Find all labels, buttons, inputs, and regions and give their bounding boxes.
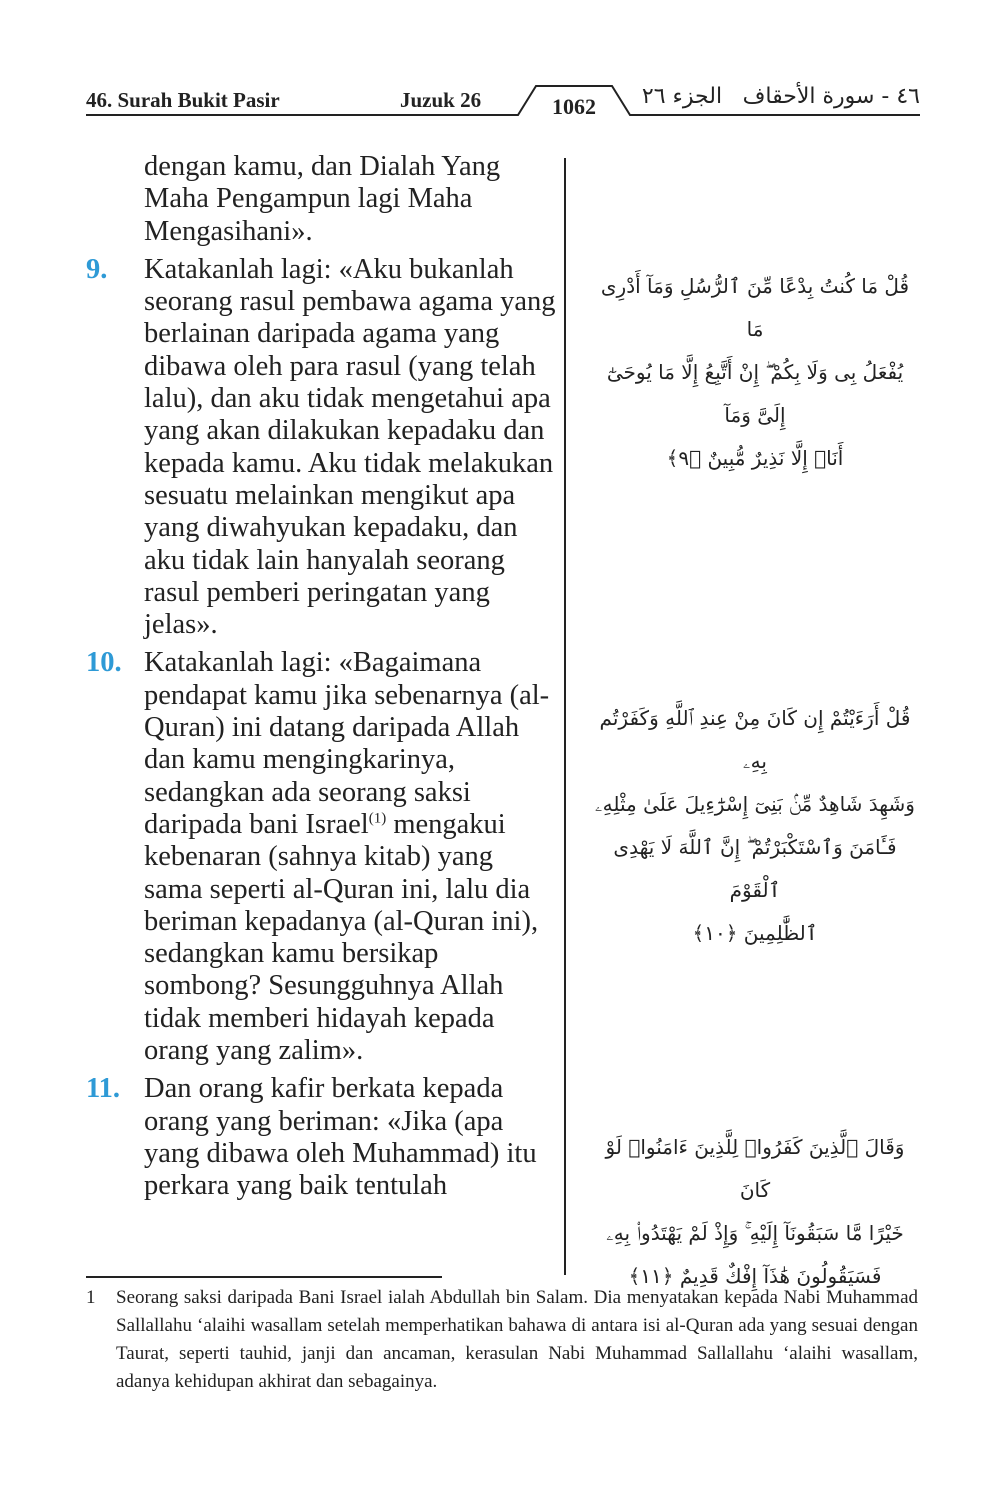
arabic-line: فَـَٔامَنَ وَٱسْتَكْبَرْتُمْ ۖ إِنَّ ٱللَّهَ لَا يَهْدِى ٱلْقَوْمَ xyxy=(613,835,897,902)
verse-11 xyxy=(86,1073,556,1202)
surah-title-latin: 46. Surah Bukit Pasir xyxy=(86,88,280,112)
verse-9 xyxy=(86,254,556,642)
footnote-rule xyxy=(86,1276,442,1278)
arabic-line: وَقَالَ ٱلَّذِينَ كَفَرُوا۟ لِلَّذِينَ ءَامَنُوا۟ لَوْ كَانَ xyxy=(605,1135,905,1202)
verse-text-part-2: mengakui kebenaran (sahnya kitab) yang sama seperti al-Quran ini, lalu dia beriman kepadanya (al-Quran ini), sedangkan kamu bersikap sombong? Sesungguhnya Allah tidak memberi hidayah kepada orang yang zalim». xyxy=(144,808,539,1067)
arabic-line: وَشَهِدَ شَاهِدٌ مِّنۢ بَنِىٓ إِسْرَٰٓءِيلَ عَلَىٰ مِثْلِهِۦ xyxy=(595,792,915,816)
footnote-text: Seorang saksi daripada Bani Israel ialah Abdullah bin Salam. Dia menyatakan kepada Nabi Muhammad Sallallahu ‘alaihi wasallam setelah memperhatikan bahawa di antara isi al-Quran ada yang sesuai dengan Taurat, seperti tauhid, janji dan ancaman, kerasulan Nabi Muhammad Sallallahu ‘alaihi wasallam, adanya kehidupan akhirat dan sebagainya. xyxy=(116,1287,918,1392)
footnote xyxy=(86,1284,918,1396)
verse-10 xyxy=(86,647,556,1067)
arabic-line: يُفْعَلُ بِى وَلَا بِكُمْ ۖ إِنْ أَتَّبِعُ إِلَّا مَا يُوحَىٰٓ إِلَىَّ وَمَآ xyxy=(606,360,904,427)
arabic-line: قُلْ مَا كُنتُ بِدْعًا مِّنَ ٱلرُّسُلِ وَمَآ أَدْرِى مَا xyxy=(600,274,910,341)
verse-number: 9. xyxy=(86,253,108,285)
verse-number: 10. xyxy=(86,647,122,679)
verse-number: 11. xyxy=(86,1073,121,1105)
verse-text: Katakanlah lagi: «Aku bukanlah seorang rasul pembawa agama yang berlainan daripada agama yang dibawa oleh para rasul (yang telah lalu), dan aku tidak mengetahui apa yang akan dilakukan kepadaku dan kepada kamu. Aku tidak melakukan sesuatu melainkan mengikut apa yang diwahyukan kepadaku, dan aku tidak lain hanyalah seorang rasul pemberi peringatan yang jelas». xyxy=(144,253,556,641)
arabic-line: قُلْ أَرَءَيْتُمْ إِن كَانَ مِنْ عِندِ ٱللَّهِ وَكَفَرْتُم بِهِۦ xyxy=(599,706,911,773)
arabic-line: ٱلظَّٰلِمِينَ ﴿١٠﴾ xyxy=(692,921,818,945)
column-divider xyxy=(564,158,566,1275)
arabic-line: فَسَيَقُولُونَ هَٰذَآ إِفْكٌ قَدِيمٌ ﴿١١﴾ xyxy=(628,1264,882,1288)
arabic-line: خَيْرًا مَّا سَبَقُونَآ إِلَيْهِ ۚ وَإِذْ لَمْ يَهْتَدُوا۟ بِهِۦ xyxy=(606,1221,904,1245)
arabic-verse-10 xyxy=(590,697,920,955)
juz-label-latin: Juzuk 26 xyxy=(400,88,482,112)
verse-text: dengan kamu, dan Dialah Yang Maha Pengampun lagi Maha Mengasihani». xyxy=(144,151,501,247)
page-number: 1062 xyxy=(552,94,596,119)
page-header xyxy=(86,78,920,128)
surah-title-arabic: ٤٦ - سورة الأحقاف xyxy=(742,84,920,109)
arabic-verse-9 xyxy=(590,265,920,480)
verse-text: Dan orang kafir berkata kepada orang yang beriman: «Jika (apa yang dibawa oleh Muhammad) itu perkara yang baik tentulah xyxy=(144,1073,537,1202)
juz-label-arabic: الجزء ٢٦ xyxy=(641,84,723,109)
verse-continuation xyxy=(86,151,556,248)
verse-text-part-1: Katakanlah lagi: «Bagaimana pendapat kamu jika sebenarnya (al-Quran) ini datang daripada Allah dan kamu mengingkarinya, sedangkan ada seorang saksi daripada bani Israel xyxy=(144,647,550,840)
footnote-reference[interactable]: (1) xyxy=(368,810,387,827)
arabic-verse-11 xyxy=(590,1126,920,1298)
footnote-number: 1 xyxy=(86,1287,96,1308)
translation-column xyxy=(86,151,556,1207)
arabic-line: أَنَا۠ إِلَّا نَذِيرٌ مُّبِينٌ ﴿٩﴾ xyxy=(666,446,844,470)
